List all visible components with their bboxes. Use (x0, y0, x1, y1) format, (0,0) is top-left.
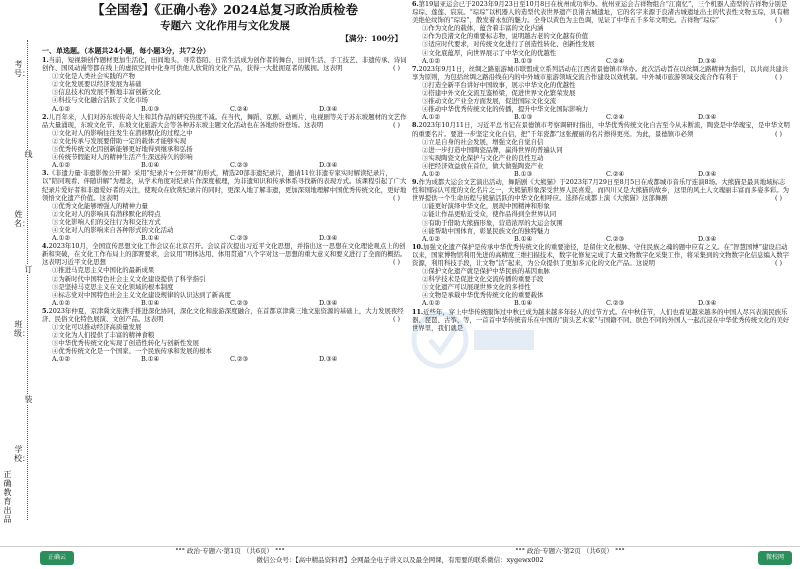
question-item (412, 243, 790, 308)
answer-choice: C.②③ (606, 299, 625, 308)
footer-note: 微信公众号：【高中精品资料君】全网最全电子讲义以及最全网课，有需要的联系微信：xygewx002 (256, 556, 544, 564)
exam-number-label: 考号： (14, 60, 30, 78)
answer-choice: C.②③ (230, 298, 249, 307)
statement-option: ④优秀传统文化是一个国家、一个民族传承和发展的根本 (52, 347, 212, 356)
statement-option: ②文化为人们提供了丰富的精神食粮 (52, 331, 155, 340)
answer-blank: ( ) (392, 64, 400, 73)
question-text: 2023年10月，全国宣传思想文化工作会议在北京召开。会议首次提出习近平文化思想，并指出这一思想在文化理论观点上的创新和突破，在文化工作布局上的部署要求，会议用“明体达用、体用贯通”八个字对这一思想的重大意义和要义进行了全面的概括。这表明习近平文化思想 (42, 242, 407, 267)
page-number-right: °°° 政治·专题六·第2页 （共6页） °°° (515, 547, 625, 555)
statement-option: ③是坚持马克思主义在文化领域的根本制度 (52, 282, 174, 291)
question-number: 5. (42, 306, 49, 315)
answer-choice: B.①③ (141, 104, 160, 113)
page-left (42, 0, 408, 569)
answer-choice: C.②③ (230, 234, 249, 243)
question-item (42, 307, 408, 364)
cut-line-label: 线 (24, 150, 33, 159)
statement-option: ④文物是承载中华优秀传统文化的重要载体 (422, 291, 544, 300)
statement-option: ③推动文化产业全方面发展，促进国际文化交流 (422, 97, 557, 106)
answer-choice: A.①② (422, 299, 441, 308)
question-text: 当前，短视频创作题材更加生活化，田间地头、寻常巷陌、日常生活成为创作者的舞台，田间生活、手工技艺、非遗传承、诗词创作、国风动漫等都在线上的虚拟空间中化身可供他人欣赏的文化产品，获得一大批拥趸者的簇拥。这表明 (42, 56, 407, 73)
question-text: 2023年仲夏，京津冀文旅携手推进深化协同，深化文化和旅游深度融合，在首都京津冀三地文旅资源的基础上，大力发展夜经济、民俗文化特色展演、文创产品。这表明 (42, 306, 404, 323)
question-item (42, 113, 408, 170)
question-stem (412, 0, 790, 24)
answer-choice: D.③④ (698, 234, 717, 243)
statement-option: ②搭建中外文化交流互鉴桥梁，促进世界文化繁荣发展 (422, 89, 576, 98)
answer-choice: C.②③ (230, 355, 249, 364)
question-stem (42, 242, 408, 266)
publisher-logo-left: 正确云 (40, 551, 74, 565)
question-item (42, 169, 408, 242)
question-number: 2. (42, 112, 49, 121)
statement-option: ①文化对人的影响往往发生在潜移默化的过程之中 (52, 128, 193, 137)
page-footer (0, 546, 800, 569)
answer-choice: A.①② (52, 298, 71, 307)
question-number: 7. (412, 64, 419, 73)
statement-option: ②科学技术是促进文化交流传播的重要手段 (422, 275, 544, 284)
question-stem (42, 307, 408, 323)
statement-option: ②作为良渚文化的重要标志物，说明越古老的文化越有价值 (422, 32, 589, 41)
page-number-left: °°° 政治·专题六·第1页 （共6页） °°° (175, 547, 285, 555)
question-number: 3. (42, 169, 49, 178)
statement-option: ④科技与文化融合活跃了文化市场 (52, 96, 148, 105)
answer-choice: C.②④ (606, 56, 625, 65)
question-list-right (412, 0, 790, 332)
statement-option: ①打造全新平台讲好中国故事，展示中华文化的优越性 (422, 80, 576, 89)
question-number: 10. (412, 242, 424, 251)
school-label: 学校： (14, 445, 30, 463)
answer-choice: B.①④ (141, 355, 160, 364)
question-stem (412, 121, 790, 137)
question-text: 第19届亚运会已于2023年9月23日至10月8日在杭州成功举办。杭州亚运会吉祥物组合“江南忆”，三个机器人造型的吉祥物分别是琮琮、莲莲、宸宸。“琮琮”以机器人的造型代表世界遗产良渚古城遗址，它的名字来源于良渚古城遗址出土的代表性文物玉琮，具有精美绝伦纹饰的“琮琮”，散发着永恒的魅力。全身以黄色为主色调，见证了中华五千多年文明史。吉祥物“琮琮” (412, 0, 790, 25)
question-text: 作为成都大运会文艺演出活动，舞蹈剧《大熊猫》于2023年7月29日至8月5日在成都城市音乐厅连演8场。大熊猫是最具地域标志性和国际认可度的文化名片之一，大熊猫形象深受世界人民喜爱，而四川又是大熊猫的故乡，这里的风土人文瑰丽丰富而多姿多彩。为世界提供一个生命历程与熊猫活跃的中华文化相呼应。选择在成都上演《大熊猫》这部舞剧 (412, 178, 790, 203)
question-text: 《非遗力量·非遗影像公开课》采用“纪录片+公开课”的形式，精选20部非遗纪录片，邀请11位非遗专家实时解读纪录片，以“陪同观看、伴随讲解”为理念，从学术角度对纪录片作深度梳理，为非遗知识和传承体系寻找新的表现方式。该课程引起了广大纪录片爱好者和非遗爱好者的关注，使观众在欣赏纪录片的同时，更深入地了解非遗，更加深刻地理解中国优秀传统文化，更好地领悟文化遗产价值。这表明 (42, 169, 407, 202)
question-number: 4. (42, 242, 49, 251)
answer-choice: A.①② (422, 169, 441, 178)
answer-choice: D.③④ (319, 298, 338, 307)
statement-option: ①能更好演绎中华文化，展现中国精神和形象 (422, 202, 550, 211)
answer-choice: D.③④ (319, 355, 338, 364)
question-item (412, 65, 790, 122)
answer-choices (412, 235, 790, 243)
answer-choice: B.①④ (514, 299, 533, 308)
statement-option: ④标志党对中国特色社会主义文化建设规律的认识达到了新高度 (52, 290, 231, 299)
answer-choice: C.②③ (230, 161, 249, 170)
question-stem (42, 169, 408, 201)
answer-choice: A.①② (422, 56, 441, 65)
answer-choice: C.②④ (606, 169, 625, 178)
statement-option: ①推进马克思主义中国化的最新成果 (52, 266, 155, 275)
question-text: 加强文化遗产保护是传承中华优秀传统文化的重要途径，是留住文化根脉、守住民族之魂的题中应有之义。在“智慧国博”建设启动以来，国家博物馆利用先进的高精度三维扫描技术，数字化修复完成了大量文物数字化采集工作，将采集到的文物数字化信息编入数字资源，利用科技手段，让文物“活”起来，为公众提供了更加多元化的文化产品。这说明 (412, 242, 790, 267)
statement-option: ①立足自身的社会发展，增强文化自觉自信 (422, 137, 544, 146)
answer-blank: ( ) (774, 194, 782, 203)
statement-option: ③文化遗产可以展现世界文化的多样性 (422, 283, 531, 292)
question-item (412, 121, 790, 178)
statement-option: ④传统节假能对人的精神生活产生深远持久的影响 (52, 153, 193, 162)
question-stem (412, 178, 790, 202)
class-label: 班级： (14, 320, 30, 338)
answer-choice: B.①④ (141, 234, 160, 243)
statement-option: ①优秀文化能够增强人的精神力量 (52, 201, 148, 210)
question-item (42, 56, 408, 113)
question-stem (412, 243, 790, 267)
answer-choices (42, 105, 408, 113)
answer-blank: ( ) (392, 120, 400, 129)
answer-choice: C.②④ (606, 113, 625, 122)
answer-choice: D.③④ (319, 161, 338, 170)
answer-blank: ( ) (774, 72, 782, 81)
question-text: 近些年，穿上中华传统服饰过中秋已成为越来越多年轻人的过节方式。在中秋佳节，人们也看见越来越多的中国人尽兴表演民族乐器、琵琶、古筝、等，一首首中华传统音乐在中国的“街头艺术家”与国籍不同、肤色不同的外国人一起沉浸在中华优秀传统文化的美好世界里，我们就是 (412, 307, 790, 332)
answer-choice: B.①③ (514, 169, 533, 178)
answer-choices (412, 170, 790, 178)
answer-choices (42, 234, 408, 242)
statement-option: ②为新时代中国特色社会主义文化建设提供了科学指引 (52, 274, 206, 283)
statement-option: ②文化对人的影响具有潜移默化的特点 (52, 209, 161, 218)
statement-option: ④能帮助中国体育，彰显民族文化的独特魅力 (422, 226, 550, 235)
answer-blank: ( ) (774, 259, 782, 267)
statement-option: ③中华优秀传统文化实现了创造性转化与创新性发展 (52, 339, 199, 348)
full-score: 【满分：100分】 (341, 34, 402, 43)
answer-choice: A.①② (52, 355, 71, 364)
section-heading: 一、单选题。（本题共24小题，每小题3分，共72分） (42, 46, 210, 55)
question-number: 11. (412, 307, 424, 316)
binding-line-label: 装 (24, 395, 33, 404)
answer-blank: ( ) (774, 129, 782, 138)
question-number: 8. (412, 121, 419, 130)
answer-choice: B.①④ (141, 161, 160, 170)
statement-option: ①作为文化的载体，蕴含着丰富的文化内涵 (422, 24, 544, 33)
answer-choice: A.①② (422, 113, 441, 122)
answer-choice: D.③④ (698, 299, 717, 308)
statement-option: ②能让作品更贴近受众，使作品得到全世界认同 (422, 210, 557, 219)
staple-line-label: 订 (24, 265, 33, 274)
question-text: 2023年9月1日，丝绸之路旅游城市联盟成立系列活动在江西省景德镇市举办。此次活动旨在以丝绸之路精神为指引，以共商共建共享为原则，为包括丝绸之路沿线在内的中外城市旅游领域交流合作建设以效机制。中外城市旅游领域交流合作有利于 (412, 64, 789, 81)
statement-option: ④把经济效益放在首位，做大做强陶瓷产业 (422, 161, 544, 170)
statement-option: ③文化影响人们的交往行为和交往方式 (52, 217, 161, 226)
watermark-icon (410, 300, 540, 380)
answer-choice: D.③④ (319, 104, 338, 113)
statement-option: ①保护文化遗产就是保护中华民族的基因血脉 (422, 267, 550, 276)
binding-dotted-line (27, 40, 28, 520)
publisher-label: 正确教育出品 (3, 470, 12, 524)
answer-choice: B.①③ (514, 113, 533, 122)
student-name-label: 姓名： (14, 210, 30, 228)
answer-choice: D.③④ (698, 113, 717, 122)
answer-blank: ( ) (774, 16, 782, 25)
answer-choice: A.①② (52, 234, 71, 243)
answer-choice: C.②④ (230, 104, 249, 113)
statement-option: ③有助于借助大熊猫形象，营造浓厚的大运会氛围 (422, 218, 563, 227)
question-text: 2023年10月11日，习近平总书记在景德镇市考察调研时指出，中华优秀传统文化自古至今从未断流，陶瓷是中华瑰宝，是中华文明的重要名片。要进一步坚定文化自信，把“千年瓷都”这张靓丽的名片擦得更亮。为此，景德镇市必须 (412, 121, 790, 138)
statement-option: ④文化底蕴厚，向世界展示了中华文化的优越性 (422, 48, 557, 57)
answer-choice: A.①② (52, 161, 71, 170)
question-list-left (42, 56, 408, 364)
statement-option: ①文化可以推动经济高质量发展 (52, 323, 142, 332)
exam-subtitle: 专题六 文化作用与文化发展 (160, 20, 290, 32)
question-text: 儿百年来，人们对苏东坡传奇人生和其作品的研究热度不减。在当代，舞蹈、京剧、动画片、电视剧等关于苏东坡题材的文艺作品大量涌现，东坡文化节、东坡文化旅游大会等各种苏东坡主题文化活动也在各地纷纷登场。这表明 (42, 112, 407, 129)
answer-choices (42, 299, 408, 307)
question-item (42, 242, 408, 307)
statement-option: ③实现陶瓷文化保护与文化产业的良性互动 (422, 153, 544, 162)
statement-option: ③信息技术的发展不断地丰富创新文化 (52, 88, 161, 97)
statement-option: ②进一步打造中国陶瓷品牌，赢得世界的普遍认同 (422, 145, 563, 154)
question-stem (412, 65, 790, 81)
answer-choice: A.①② (422, 234, 441, 243)
statement-option: ②文化发展要以经济发展为基础 (52, 80, 142, 89)
answer-choice: B.①④ (514, 234, 533, 243)
answer-blank: ( ) (392, 193, 400, 202)
answer-choice: C.②③ (606, 234, 625, 243)
statement-option: ③适应时代要求，对传统文化进行了创造性转化、创新性发展 (422, 40, 595, 49)
statement-option: ④文化对人的影响来自各种形式的文化活动 (52, 225, 174, 234)
question-item (412, 178, 790, 243)
answer-blank: ( ) (392, 258, 400, 267)
exam-title: 【全国卷】《正确小卷》2024总复习政治质检卷 (91, 2, 359, 17)
publisher-logo-right: 微校网 (758, 551, 792, 565)
question-item (412, 0, 790, 65)
binding-margin (0, 0, 38, 569)
statement-option: ④推动中华优秀传统文化的传播，提升中华文化国际影响力 (422, 105, 589, 114)
answer-choice: B.①③ (514, 56, 533, 65)
answer-choices (42, 355, 408, 363)
answer-choice: D.③④ (698, 56, 717, 65)
answer-choices (412, 57, 790, 65)
page-right (412, 0, 790, 569)
answer-blank: ( ) (392, 315, 400, 323)
question-number: 6. (412, 0, 419, 8)
answer-choice: D.③④ (698, 169, 717, 178)
question-stem (42, 113, 408, 129)
question-number: 1. (42, 56, 49, 64)
answer-choice: A.①② (52, 104, 71, 113)
answer-choice: D.③④ (319, 234, 338, 243)
question-stem (42, 56, 408, 72)
answer-choice: B.①④ (141, 298, 160, 307)
question-number: 9. (412, 178, 419, 187)
statement-option: ③优秀传统文化因创新能够更好地得到继承和弘扬 (52, 145, 193, 154)
statement-option: ①文化是人类社会实践的产物 (52, 72, 136, 81)
statement-option: ②文化传承与发展要借助一定的载体才能够实现 (52, 136, 187, 145)
